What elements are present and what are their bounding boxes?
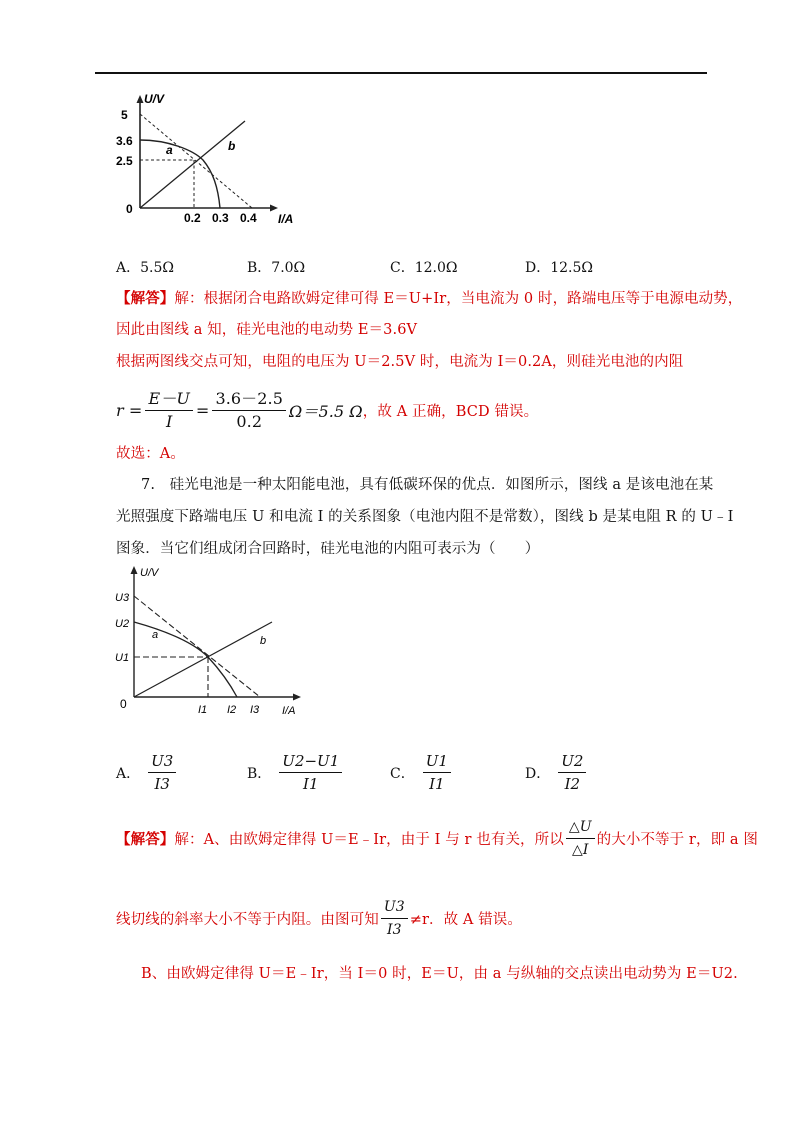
answer-tag: 【解答】 — [116, 290, 175, 307]
fig1-line-b — [140, 121, 245, 208]
fraction-denominator: I3 — [154, 775, 170, 793]
fig2-curve-a — [134, 622, 237, 697]
fig2-curve-a-label: a — [152, 629, 159, 641]
q6-answer-line3: 根据两图线交点可知，电阻的电压为 U＝2.5V 时，电流为 I＝0.2A，则硅光电池的内阻 — [116, 354, 684, 370]
formula-equals: = — [195, 401, 210, 420]
fig1-curve-a-label: a — [166, 143, 173, 157]
q7-answer-line1 — [116, 816, 758, 861]
option-fraction — [279, 750, 342, 795]
fig2-y-tick: U3 — [115, 592, 130, 604]
fraction-numerator: U2−U1 — [282, 752, 340, 770]
fraction-numerator: U1 — [425, 752, 448, 770]
fig1-y-tick: 3.6 — [116, 134, 133, 148]
q7-text-line1: 7. 硅光电池是一种太阳能电池，具有低碳环保的优点．如图所示，图线 a 是该电池在某 — [141, 477, 714, 493]
fraction-denominator: I1 — [429, 775, 445, 793]
q7-answer-line2 — [116, 896, 522, 941]
fraction-numerator: U2 — [561, 752, 584, 770]
formula-fraction-2 — [212, 388, 286, 433]
fig2-line-b-label: b — [260, 635, 267, 647]
figure-1-graph — [108, 92, 308, 230]
q7-option-c[interactable] — [390, 750, 451, 795]
q6-answer-line1 — [116, 287, 742, 308]
fig1-y-tick: 5 — [121, 108, 128, 122]
q6-answer-line2: 因此由图线 a 知，硅光电池的电动势 E＝3.6V — [116, 322, 418, 338]
q6-option-d[interactable]: D．12.5Ω — [525, 260, 594, 276]
fraction-denominator: I1 — [303, 775, 319, 793]
fig2-y-arrow — [131, 566, 138, 574]
q7-answer-text2a: 线切线的斜率大小不等于内阻。由图可知 — [116, 912, 379, 928]
q7-option-b[interactable] — [247, 750, 342, 795]
fig1-x-tick: 0.3 — [212, 211, 229, 225]
q7-answer-line3: B、由欧姆定律得 U＝E﹣Ir，当 I＝0 时，E＝U，由 a 与纵轴的交点读出电动势为 E＝U2. — [141, 966, 738, 982]
formula-result: Ω＝5.5 Ω — [289, 402, 363, 421]
fraction-numerator: U3 — [151, 752, 174, 770]
formula-fraction-1 — [145, 388, 192, 433]
q6-option-c[interactable]: C．12.0Ω — [390, 260, 458, 276]
fraction-denominator: 0.2 — [236, 412, 263, 431]
fig2-x-tick: I1 — [198, 704, 208, 716]
fraction-numerator: 3.6－2.5 — [215, 389, 284, 408]
q7-text-line3: 图象．当它们组成闭合回路时，硅光电池的内阻可表示为（ ） — [116, 541, 540, 557]
fig1-y-tick: 0 — [126, 202, 133, 216]
option-fraction — [423, 750, 451, 795]
fraction-denominator: △I — [571, 842, 589, 858]
fig1-x-label: I/A — [278, 212, 294, 226]
q6-formula — [116, 388, 538, 433]
header-rule — [95, 72, 707, 74]
fig1-y-label: U/V — [144, 92, 165, 106]
q7-answer-text1b: 的大小不等于 r，即 a 图 — [596, 832, 758, 848]
q7-option-a[interactable] — [116, 750, 176, 795]
option-label: A． — [116, 765, 141, 782]
q6-option-b[interactable]: B．7.0Ω — [247, 260, 306, 276]
delta-fraction — [566, 816, 595, 861]
q6-answer-text1: 解：根据闭合电路欧姆定律可得 E＝U+Ir，当电流为 0 时，路端电压等于电源电动势， — [174, 291, 743, 307]
q7-option-d[interactable] — [525, 750, 586, 795]
fig1-x-arrow — [270, 205, 278, 212]
option-label: C． — [390, 765, 415, 782]
fraction-numerator: E－U — [148, 389, 190, 408]
option-label: D． — [525, 765, 551, 782]
fraction-denominator: I — [165, 412, 173, 431]
fig2-dashed-line — [134, 596, 260, 697]
fig1-x-tick: 0.2 — [184, 211, 201, 225]
q6-conclusion: 故选：A。 — [116, 446, 185, 462]
u3-i3-fraction — [381, 896, 408, 941]
fig1-y-tick: 2.5 — [116, 154, 133, 168]
fig2-x-arrow — [293, 694, 301, 701]
fig2-y-tick: U2 — [115, 618, 130, 630]
option-fraction — [558, 750, 586, 795]
fig2-y-label: U/V — [140, 567, 159, 579]
fig2-y-tick: U1 — [115, 652, 130, 664]
fraction-numerator: U3 — [383, 899, 405, 915]
fraction-denominator: I3 — [386, 922, 402, 938]
fraction-denominator: I2 — [564, 775, 581, 793]
fig2-x-tick: I2 — [227, 704, 237, 716]
option-fraction — [148, 750, 176, 795]
answer-tag: 【解答】 — [116, 831, 175, 848]
fig2-x-label: I/A — [282, 705, 296, 717]
fig1-y-arrow — [137, 95, 144, 103]
q7-answer-text2b: ≠r．故 A 错误。 — [409, 912, 522, 928]
fig1-line-b-label: b — [228, 139, 236, 153]
formula-tail: ，故 A 正确，BCD 错误。 — [362, 404, 539, 420]
fig2-origin: 0 — [120, 697, 127, 711]
option-label: B． — [247, 765, 272, 782]
fig1-x-tick: 0.4 — [240, 211, 257, 225]
formula-lhs: r = — [116, 401, 143, 420]
q7-answer-text1a: 解：A、由欧姆定律得 U＝E﹣Ir，由于 I 与 r 也有关，所以 — [174, 832, 564, 848]
q6-option-a[interactable]: A．5.5Ω — [116, 260, 174, 276]
q7-text-line2: 光照强度下路端电压 U 和电流 I 的关系图象（电池内阻不是常数），图线 b 是某电阻 R 的 U﹣I — [116, 509, 734, 525]
figure-2-graph — [110, 562, 310, 717]
fig2-x-tick: I3 — [250, 704, 260, 716]
fraction-numerator: △U — [568, 819, 592, 835]
